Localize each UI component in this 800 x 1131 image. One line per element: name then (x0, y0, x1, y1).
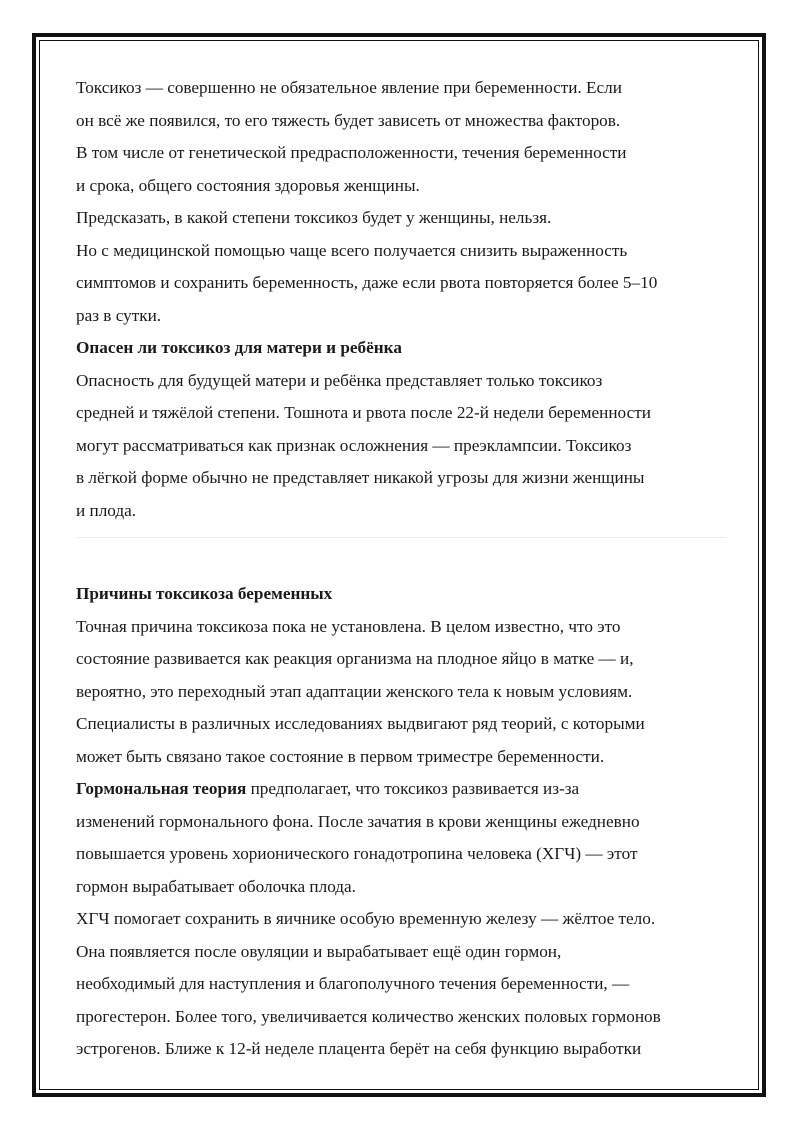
text-line: и срока, общего состояния здоровья женщины. (76, 175, 420, 195)
text-line: Токсикоз — совершенно не обязательное явление при беременности. Если (76, 78, 622, 97)
text-line: и плода. (76, 500, 137, 520)
causes-paragraph (76, 611, 726, 774)
text-line: средней и тяжёлой степени. Тошнота и рвота после 22-й недели беременности (76, 403, 651, 422)
text-line: В том числе от генетической предрасположенности, течения беременности (76, 143, 627, 162)
intro-paragraph (76, 72, 726, 332)
document-body (76, 72, 726, 1066)
text-line: Но с медицинской помощью чаще всего получается снизить выраженность (76, 240, 628, 260)
text-line: в лёгкой форме обычно не представляет никакой угрозы для жизни женщины (76, 468, 645, 487)
hormonal-theory-text: предполагает, что токсикоз развивается из-за (246, 779, 580, 798)
text-line: вероятно, это переходный этап адаптации женского тела к новым условиям. (76, 681, 633, 701)
text-line: могут рассматриваться как признак осложнения — преэклампсии. Токсикоз (76, 435, 632, 455)
hormonal-theory-paragraph (76, 773, 726, 1066)
text-line: Опасность для будущей матери и ребёнка представляет только токсикоз (76, 370, 603, 390)
text-line: гормон вырабатывает оболочка плода. (76, 876, 356, 896)
hormonal-theory-term: Гормональная теория (76, 779, 247, 798)
text-line: необходимый для наступления и благополучного течения беременности, — (76, 974, 630, 993)
text-line: повышается уровень хорионического гонадотропина человека (ХГЧ) — этот (76, 844, 638, 863)
text-line (76, 773, 726, 806)
text-line: может быть связано такое состояние в первом триместре беременности. (76, 746, 605, 766)
text-line: изменений гормонального фона. После зачатия в крови женщины ежедневно (76, 811, 640, 831)
text-line: симптомов и сохранить беременность, даже если рвота повторяется более 5–10 (76, 273, 658, 292)
text-line: Она появляется после овуляции и вырабатывает ещё один гормон, (76, 941, 562, 961)
text-line: Предсказать, в какой степени токсикоз будет у женщины, нельзя. (76, 208, 552, 227)
section-heading-danger: Опасен ли токсикоз для матери и ребёнка (76, 338, 402, 357)
text-line: раз в сутки. (76, 305, 162, 325)
text-line: Точная причина токсикоза пока не установлена. В целом известно, что это (76, 616, 621, 636)
text-line: состояние развивается как реакция организма на плодное яйцо в матке — и, (76, 649, 634, 668)
text-line: прогестерон. Более того, увеличивается количество женских половых гормонов (76, 1006, 661, 1026)
text-line: ХГЧ помогает сохранить в яичнике особую временную железу — жёлтое тело. (76, 909, 656, 928)
text-line: Специалисты в различных исследованиях выдвигают ряд теорий, с которыми (76, 714, 645, 733)
danger-paragraph (76, 365, 726, 528)
text-line: эстрогенов. Ближе к 12-й неделе плацента берёт на себя функцию выработки (76, 1039, 642, 1058)
section-heading-causes: Причины токсикоза беременных (76, 584, 333, 603)
text-line: он всё же появился, то его тяжесть будет зависеть от множества факторов. (76, 110, 621, 130)
spacer (76, 538, 726, 578)
